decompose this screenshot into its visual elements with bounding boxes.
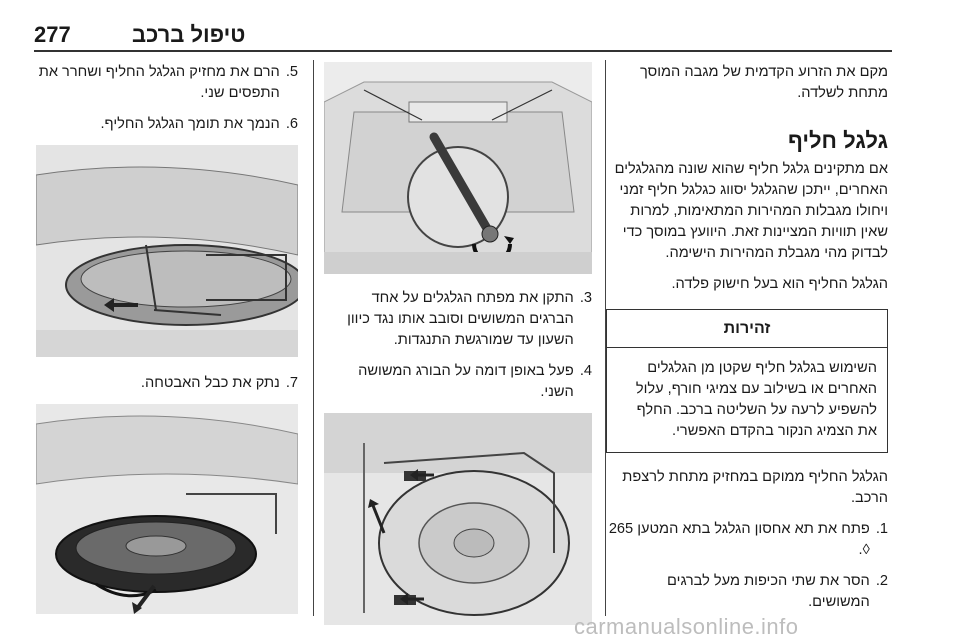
step-text: פעל באופן דומה על הבורג המשושה השני.	[358, 363, 574, 400]
header-rule	[34, 50, 892, 52]
column-divider-left	[313, 60, 314, 616]
step-text: הסר את שתי הכיפות מעל לברגים המשושים.	[667, 573, 870, 610]
step-number: 4.	[579, 363, 592, 379]
section-title: גלגל חליף	[787, 128, 888, 153]
lower-holder-illustration	[36, 145, 298, 357]
step-text: התקן את מפתח הגלגלים על אחד הברגים המשושים וסובב אותו נגד כיוון השעון עד שמורגשת התנגדות.	[347, 290, 574, 348]
warning-box	[606, 309, 888, 453]
left-column	[36, 62, 298, 614]
step-4	[324, 361, 592, 403]
step-3	[324, 288, 592, 351]
page-header	[34, 22, 892, 48]
trunk-wheel-wrench-illustration	[324, 62, 592, 274]
spare-wheel-paragraph: אם מתקינים גלגל חליף שהוא שונה מהגלגלים האחרים, ייתכן שהגלגל יסווג כגלגל חליף זמני ויחולו מגבלות המהירות המתאימות, למרות שאין תוויות המציינות זאת. היוועץ במוסך כדי לבדוק מהי מגבלת המהירות הישימה.	[614, 161, 888, 261]
step-number: 3.	[579, 290, 592, 306]
security-cable-illustration	[36, 404, 298, 614]
step-6	[36, 114, 298, 135]
step-2	[606, 571, 888, 613]
warning-text: השימוש בגלגל חליף שקטן מן הגלגלים האחרים או בשילוב עם צמיגי חורף, עלול להשפיע לרעה על השליטה ברכב. החלף את הצמיג הנקור בהקדם האפשרי.	[635, 360, 877, 439]
step-number: 2.	[875, 573, 888, 589]
step-text: הרם את מחזיק הגלגל החליף ושחרר את התפסים שני.	[38, 64, 280, 101]
page-number: 277	[34, 22, 71, 47]
step-7	[36, 373, 298, 394]
step-number: 7.	[285, 375, 298, 391]
step-text: הנמך את תומך הגלגל החליף.	[100, 116, 280, 132]
warning-title: זהירות	[607, 310, 887, 348]
step-1	[606, 519, 888, 561]
step-5	[36, 62, 298, 104]
middle-column	[324, 62, 592, 625]
location-paragraph: הגלגל החליף ממוקם במחזיק מתחת לרצפת הרכב.	[622, 469, 888, 506]
step-number: 5.	[285, 64, 298, 80]
chapter-title: טיפול ברכב	[132, 22, 246, 47]
watermark: carmanualsonline.info	[574, 614, 799, 639]
step-number: 6.	[285, 116, 298, 132]
steel-rim-paragraph: הגלגל החליף הוא בעל חישוק פלדה.	[671, 276, 888, 292]
step-text: פתח את תא אחסון הגלגל בתא המטען 265 ◊.	[608, 521, 870, 558]
step-number: 1.	[875, 521, 888, 537]
intro-paragraph: מקם את הזרוע הקדמית של מגבה המוסך מתחת לשלדה.	[640, 64, 888, 101]
right-column	[606, 62, 888, 623]
step-text: נתק את כבל האבטחה.	[140, 375, 280, 391]
spare-wheel-holder-illustration	[324, 413, 592, 625]
